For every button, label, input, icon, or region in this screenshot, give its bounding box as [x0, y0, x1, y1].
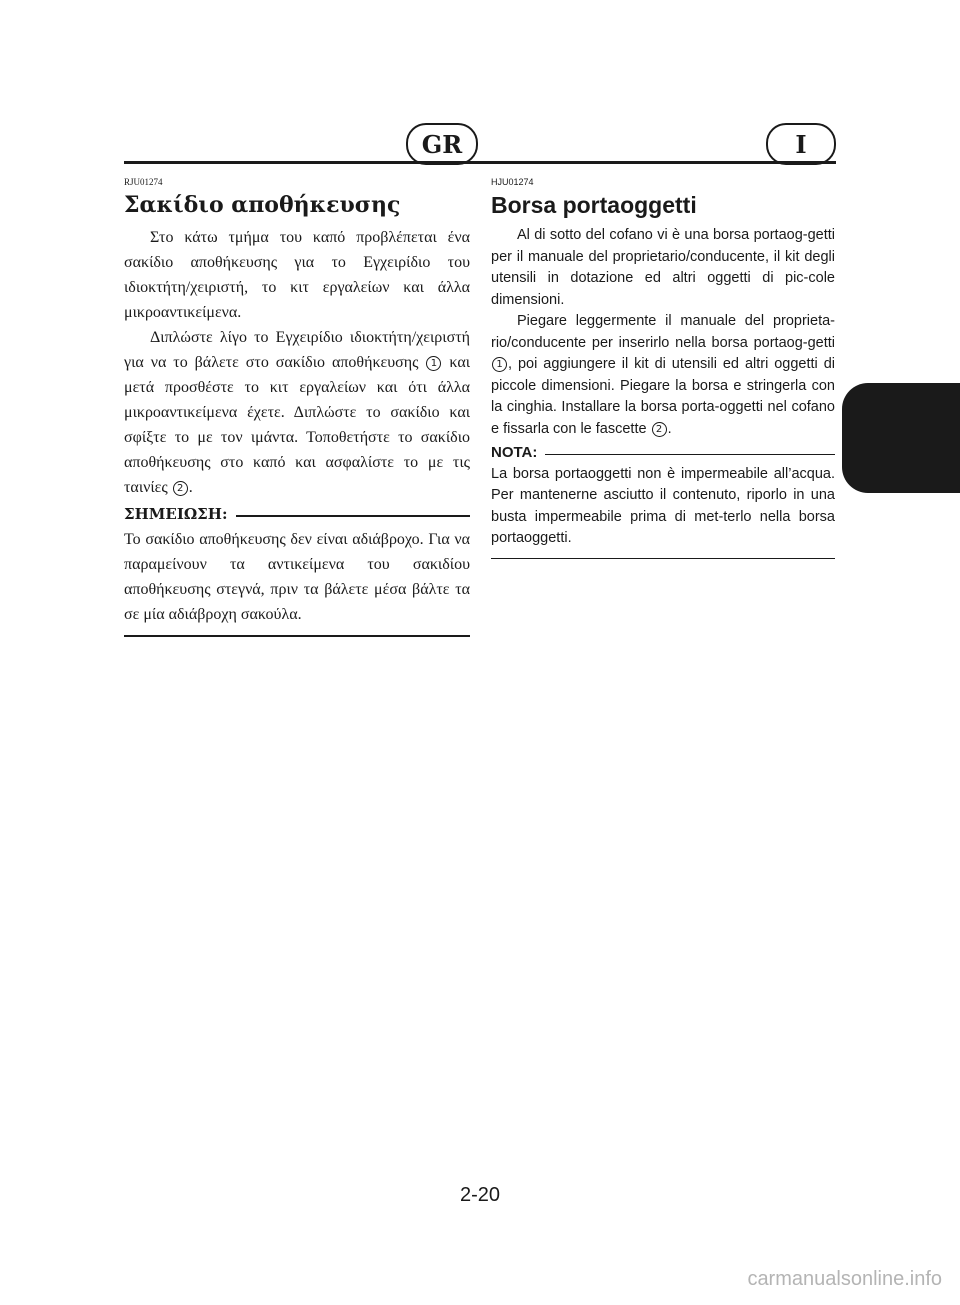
callout-2-marker: 2 — [652, 422, 667, 437]
callout-2-marker: 2 — [173, 481, 188, 496]
section-title: Σακίδιο αποθήκευσης — [124, 192, 401, 218]
paragraph-2-end: . — [667, 420, 672, 437]
language-badge-greek: GR — [406, 123, 478, 165]
callout-1-marker: 1 — [426, 356, 441, 371]
paragraph-2 — [491, 311, 835, 440]
note-end-rule — [491, 558, 835, 560]
paragraph-1: Στο κάτω τμήμα του καπό προβλέπεται ένα σακίδιο αποθήκευσης για το Εγχειρίδιο του ιδιοκτήτη/χειριστή, το κιτ εργαλείων και άλλα μικροαντικείμενα. — [124, 229, 470, 321]
note-header — [124, 502, 470, 527]
note-rule — [545, 454, 835, 456]
paragraph-1: Al di sotto del cofano vi è una borsa portaog-getti per il manuale del proprietario/conducente, il kit degli utensili in dotazione ed altri oggetti di pic-cole dimensioni. — [491, 227, 835, 308]
note-header — [491, 442, 835, 464]
note-text: Το σακίδιο αποθήκευσης δεν είναι αδιάβροχο. Για να παραμείνουν τα αντικείμενα του σακιδίου αποθήκευσης στεγνά, πριν τα βάλετε μέσα βάλτε τα σε μία αδιάβροχη σακούλα. — [124, 531, 470, 623]
note-text: La borsa portaoggetti non è impermeabile all’acqua. Per mantenerne asciutto il contenuto, riporlo in una busta impermeabile prima di met-terlo nella borsa portaoggetti. — [491, 465, 835, 546]
italian-column — [491, 176, 835, 559]
section-title: Borsa portaoggetti — [491, 192, 697, 218]
callout-1-marker: 1 — [492, 357, 507, 372]
note-label: ΣΗΜΕΙΩΣΗ: — [124, 505, 228, 523]
paragraph-2-part-b: , poi aggiungere il kit di utensili ed altri oggetti di piccole dimensioni. Piegare la borsa e stringerla con la cinghia. Installare la borsa porta-oggetti nel cofano e fissarla con le fascette — [491, 356, 835, 437]
note-end-rule — [124, 635, 470, 637]
page-number: 2-20 — [459, 1184, 501, 1206]
greek-column — [124, 176, 470, 637]
paragraph-2-part-a: Διπλώστε λίγο το Εγχειρίδιο ιδιοκτήτη/χειριστή για να το βάλετε στο σακίδιο αποθήκευσης — [124, 329, 470, 371]
chapter-thumb-tab — [842, 383, 960, 493]
language-badge-italian: I — [766, 123, 836, 165]
paragraph-2-part-b: και μετά προσθέστε το κιτ εργαλείων και ότι άλλα μικροαντικείμενα έχετε. Διπλώστε το σακίδιο και σφίξτε το με τον ιμάντα. Τοποθετήστε το σακίδιο αποθήκευσης στο καπό και ασφαλίστε το με τις ταινίες — [124, 354, 471, 496]
paragraph-2 — [124, 325, 470, 500]
paragraph-2-part-a: Piegare leggermente il manuale del proprieta-rio/conducente per inserirlo nella borsa portaog-getti — [491, 313, 835, 351]
note-label: NOTA: — [491, 444, 538, 461]
note-rule — [236, 515, 471, 517]
watermark-text: carmanualsonline.info — [747, 1268, 942, 1290]
section-code: HJU01274 — [491, 177, 534, 187]
section-code: RJU01274 — [124, 177, 163, 187]
header-divider — [124, 161, 836, 164]
paragraph-2-end: . — [188, 479, 193, 496]
